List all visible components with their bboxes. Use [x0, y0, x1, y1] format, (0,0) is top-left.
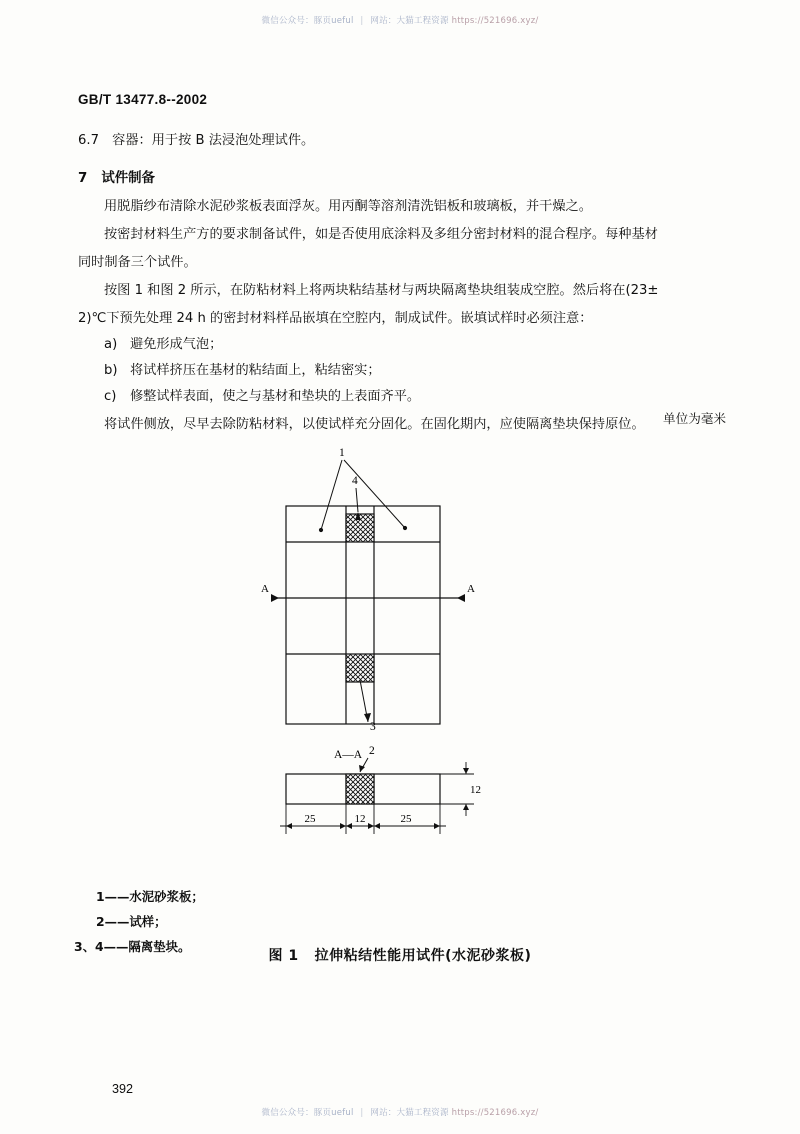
legend-item-3: 3、4——隔离垫块。: [74, 939, 191, 954]
watermark-bottom-url: https://521696.xyz/: [451, 1108, 539, 1118]
document-body: [78, 128, 726, 438]
dimension-left-width: 25: [304, 813, 316, 825]
callout-4: 4: [352, 475, 358, 487]
watermark-top-url: https://521696.xyz/: [451, 16, 539, 26]
watermark-bottom-left: 微信公众号：豚页ueful: [261, 1108, 354, 1118]
list-item-c: [78, 384, 726, 410]
list-item-a: [78, 332, 726, 358]
paragraph-2-line-2: 同时制备三个试件。: [78, 255, 197, 270]
figure-caption-text: 拉伸粘结性能用试件(水泥砂浆板): [314, 948, 532, 964]
callout-3: 3: [370, 721, 376, 733]
list-item-b-label: b): [104, 363, 118, 378]
callout-2: 2: [369, 745, 375, 757]
paragraph-1: 用脱脂纱布清除水泥砂浆板表面浮灰。用丙酮等溶剂清洗铝板和玻璃板，并干燥之。: [104, 199, 592, 214]
section-7-heading: [78, 166, 726, 192]
view-mark-right: A: [467, 583, 475, 595]
page-number: 392: [112, 1082, 134, 1096]
figure-caption-number: 图 1: [268, 948, 299, 964]
watermark-bottom: [0, 1106, 800, 1118]
list-item-b-text: 将试样挤压在基材的粘结面上，粘结密实；: [130, 363, 381, 378]
paragraph-3-line-2: 2)℃下预先处理 24 h 的密封材料样品嵌填在空腔内，制成试件。嵌填试样时必须注意：: [78, 311, 593, 326]
callout-1: 1: [339, 447, 345, 459]
paragraph-2-line-1: 按密封材料生产方的要求制备试件，如是否使用底涂料及多组分密封材料的混合程序。每种基材: [104, 227, 658, 242]
watermark-separator-bottom: |: [360, 1108, 364, 1118]
clause-6-7: 6.7 容器：用于按 B 法浸泡处理试件。: [78, 133, 315, 148]
dimension-center-width: 12: [354, 813, 366, 825]
legend-item-2: 2——试样；: [96, 914, 167, 929]
standard-number: GB/T 13477.8--2002: [78, 92, 208, 107]
watermark-top: [0, 14, 800, 26]
figure-1-svg: [78, 432, 726, 932]
legend-item-1: 1——水泥砂浆板；: [96, 889, 204, 904]
view-mark-left: A: [261, 583, 269, 595]
section-label: A—A: [334, 749, 363, 761]
watermark-separator: |: [360, 16, 364, 26]
list-item-b: [78, 358, 726, 384]
watermark-top-mid: 网站：大猫工程资源: [370, 16, 449, 26]
section-7-number: 7: [78, 171, 88, 186]
list-item-a-text: 避免形成气泡；: [130, 337, 223, 352]
list-item-c-text: 修整试样表面，使之与基材和垫块的上表面齐平。: [130, 389, 421, 404]
list-item-a-label: a): [104, 337, 118, 352]
dimension-right-width: 25: [400, 813, 412, 825]
dimension-thickness: 12: [470, 784, 481, 796]
watermark-bottom-mid: 网站：大猫工程资源: [370, 1108, 449, 1118]
figure-1-drawing: [78, 432, 726, 932]
paragraph-4: 将试件侧放，尽早去除防粘材料，以使试样充分固化。在固化期内，应使隔离垫块保持原位。: [104, 417, 645, 432]
watermark-top-left: 微信公众号：豚页ueful: [261, 16, 354, 26]
unit-note: 单位为毫米: [663, 411, 726, 426]
figure-1-caption: [0, 945, 800, 965]
paragraph-3-line-1: 按图 1 和图 2 所示，在防粘材料上将两块粘结基材与两块隔离垫块组装成空腔。然后将在(23±: [104, 283, 659, 298]
section-7-title: 试件制备: [101, 171, 155, 186]
list-item-c-label: c): [104, 389, 117, 404]
